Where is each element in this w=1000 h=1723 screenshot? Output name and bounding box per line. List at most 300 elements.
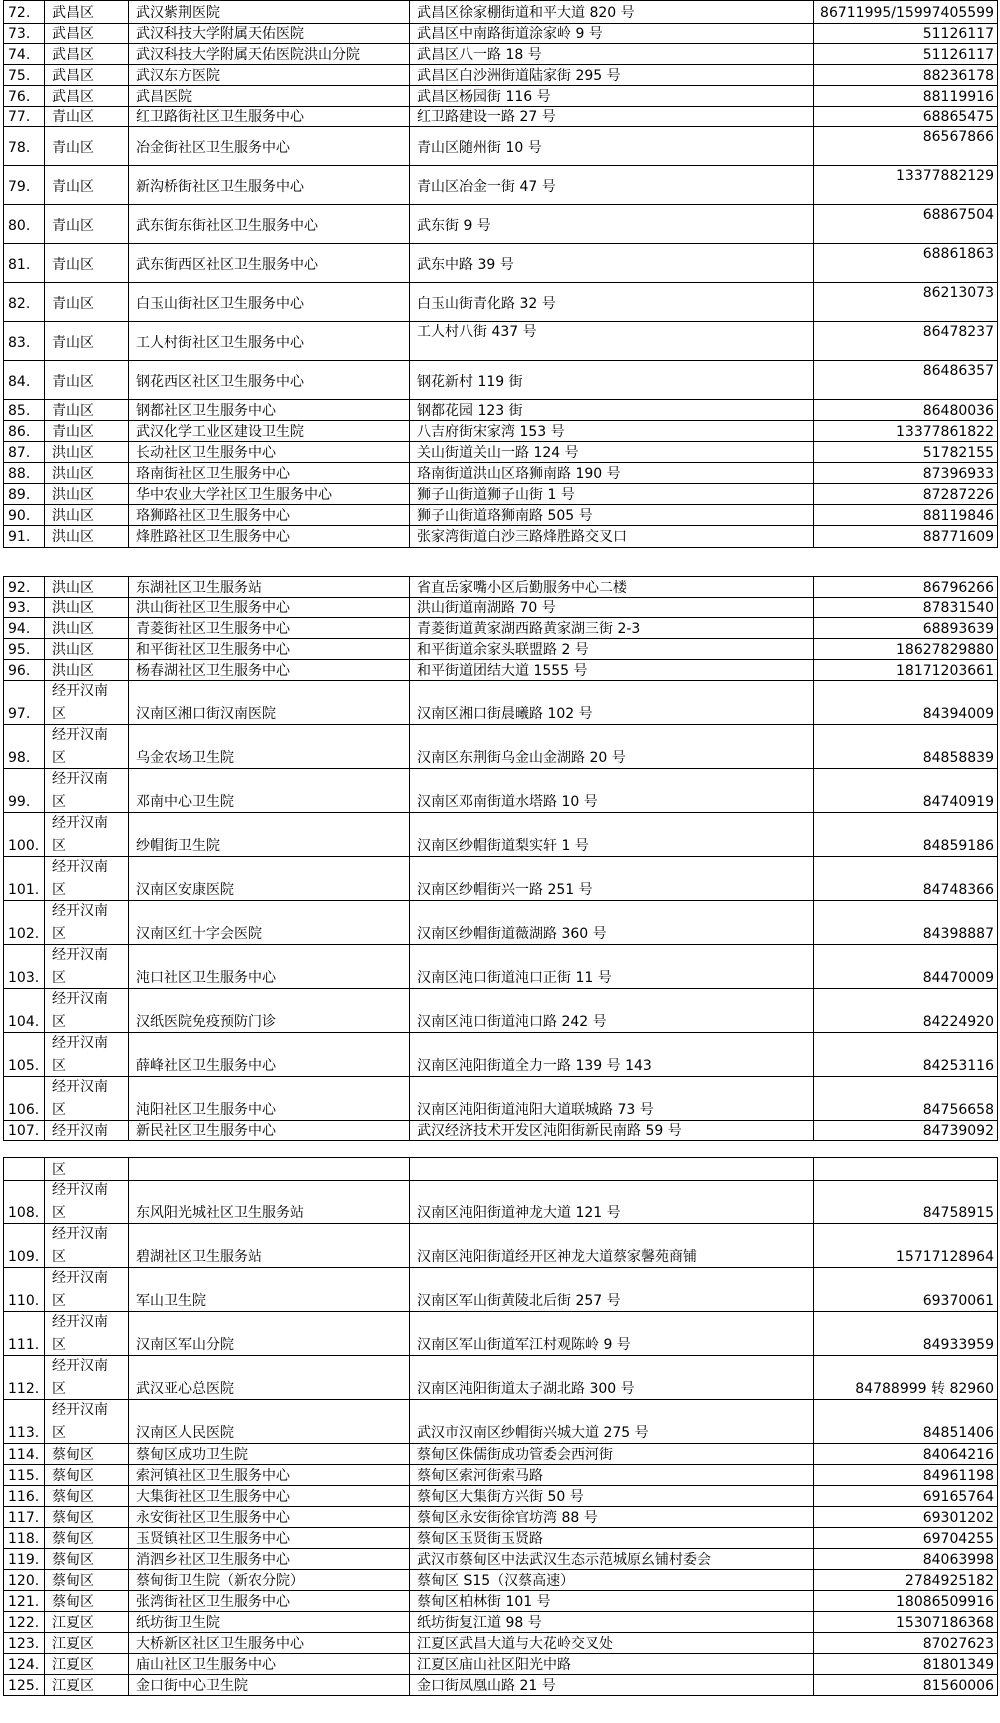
row-number-text: 112. [8,1381,40,1397]
phone-cell [814,505,998,525]
institution-name-cell [129,1465,410,1485]
address-cell [410,1121,814,1140]
district-cell-text: 洪山区 [52,445,94,461]
row-number [3,1675,45,1695]
district-cell [45,1465,129,1485]
phone-cell [814,86,998,106]
table-row [3,526,998,548]
institution-name-cell-text: 红卫路街社区卫生服务中心 [136,109,304,125]
row-number-text: 99. [8,794,31,810]
district-line-2: 区 [52,1014,66,1030]
table-row [3,505,998,526]
address-cell [410,166,814,204]
district-cell [45,1224,129,1267]
district-cell [45,1077,129,1120]
address-cell-text: 汉南区沌阳街道全力一路 139 号 143 [417,1058,652,1074]
address-cell-text: 蔡甸区大集街方兴街 50 号 [417,1489,584,1505]
table-row [3,86,998,107]
district-cell [45,283,129,321]
table-row [3,989,998,1033]
row-number-text: 81. [8,257,31,273]
institution-name-cell-text: 新沟桥街社区卫生服务中心 [136,179,304,195]
row-number-text: 122. [8,1615,40,1631]
institution-name-cell-text: 杨春湖社区卫生服务中心 [136,663,290,679]
institution-name-cell [129,1121,410,1140]
institution-name-cell-text: 邓南中心卫生院 [136,794,234,810]
row-number [3,505,45,525]
institution-name-cell-text: 武汉紫荆医院 [136,5,220,21]
phone-cell-text: 84224920 [922,1014,994,1030]
institution-name-cell [129,857,410,900]
table-row [3,1033,998,1077]
institution-name-cell-text: 沌口社区卫生服务中心 [136,970,276,986]
institution-name-cell-text: 钢都社区卫生服务中心 [136,403,276,419]
district-cell [45,945,129,988]
institution-name-cell-text: 新民社区卫生服务中心 [136,1123,276,1139]
district-line-2: 区 [52,838,66,854]
row-number-text: 74. [8,47,31,63]
row-number [3,1591,45,1611]
row-number [3,484,45,504]
institution-name-cell-text: 华中农业大学社区卫生服务中心 [136,487,332,503]
institution-name-cell [129,1077,410,1120]
row-number [3,1268,45,1311]
address-cell [410,945,814,988]
address-cell-text: 青菱街道黄家湖西路黄家湖三街 2-3 [417,621,641,637]
district-cell [45,1312,129,1355]
address-cell-text: 汉南区纱帽街道薇湖路 360 号 [417,926,607,942]
address-cell-text: 洪山街道南湖路 70 号 [417,600,556,616]
district-cell-text: 江夏区 [52,1615,94,1631]
row-number [3,769,45,812]
table-row [3,400,998,421]
phone-cell-text: 84064216 [922,1447,994,1463]
district-cell [45,1633,129,1653]
district-cell-text: 江夏区 [52,1678,94,1694]
row-number-text: 116. [8,1489,40,1505]
district-cell [45,769,129,812]
address-cell-text: 蔡甸区柏林街 101 号 [417,1594,551,1610]
address-cell [410,1356,814,1399]
row-number [3,639,45,659]
phone-cell-text: 86480036 [922,403,994,419]
district-cell-text: 武昌区 [52,47,94,63]
address-cell [410,1180,814,1223]
institution-name-cell-text: 和平街社区卫生服务中心 [136,642,290,658]
district-cell [45,597,129,617]
address-cell-text: 武东街 9 号 [417,218,491,234]
district-cell [45,65,129,85]
phone-cell [814,1570,998,1590]
phone-cell [814,1268,998,1311]
phone-cell-text: 84748366 [922,882,994,898]
phone-cell-text: 84740919 [922,794,994,810]
address-cell-text: 汉南区沌阳街道沌阳大道联城路 73 号 [417,1102,654,1118]
institution-name-cell-text: 乌金农场卫生院 [136,750,234,766]
phone-cell [814,361,998,399]
row-number-text: 76. [8,89,31,105]
district-cell-text: 青山区 [52,403,94,419]
district-cell [45,86,129,106]
institution-name-cell-text: 武汉亚心总医院 [136,1381,234,1397]
address-cell [410,283,814,321]
institution-name-cell [129,1224,410,1267]
phone-cell-text: 13377861822 [896,424,994,440]
table-row [3,1465,998,1486]
district-cell-text: 洪山区 [52,487,94,503]
institution-name-cell-text: 大桥新区社区卫生服务中心 [136,1636,304,1652]
row-number-text: 94. [8,621,31,637]
row-number [3,597,45,617]
phone-cell [814,1312,998,1355]
address-cell [410,244,814,282]
district-cell-text: 武昌区 [52,26,94,42]
table-row [3,322,998,361]
table-row [3,283,998,322]
phone-cell-text: 84961198 [922,1468,994,1484]
address-cell [410,618,814,638]
institution-name-cell-text: 武汉科技大学附属天佑医院洪山分院 [136,47,360,63]
phone-cell [814,1444,998,1464]
address-cell-text: 和平街道团结大道 1555 号 [417,663,588,679]
phone-cell [814,1675,998,1695]
district-cell-text: 蔡甸区 [52,1594,94,1610]
phone-cell-text: 13377882129 [896,168,994,184]
address-cell-text: 江夏区庙山社区阳光中路 [417,1657,571,1673]
address-cell-text: 汉南区湘口街晨曦路 102 号 [417,706,593,722]
phone-cell [814,127,998,165]
table-row [3,1180,998,1224]
institution-name-cell-text: 钢花西区社区卫生服务中心 [136,374,304,390]
phone-cell-text: 69301202 [922,1510,994,1526]
address-cell-text: 和平街道余家头联盟路 2 号 [417,642,589,658]
phone-cell-text: 81560006 [922,1678,994,1694]
phone-cell [814,857,998,900]
address-cell-text: 蔡甸区玉贤街玉贤路 [417,1531,543,1547]
row-number-text: 115. [8,1468,40,1484]
address-cell-text: 珞南街道洪山区珞狮南路 190 号 [417,466,621,482]
institution-name-cell-text: 武昌医院 [136,89,192,105]
address-cell [410,597,814,617]
institution-name-cell [129,44,410,64]
district-cell [45,205,129,243]
district-cell-text: 青山区 [52,140,94,156]
district-cell [45,1033,129,1076]
institution-name-cell [129,65,410,85]
phone-cell-text: 84394009 [922,706,994,722]
institution-name-cell [129,1444,410,1464]
institution-name-cell [129,421,410,441]
address-cell [410,421,814,441]
row-number [3,1077,45,1120]
district-cell [45,639,129,659]
institution-name-cell [129,1528,410,1548]
phone-cell [814,1486,998,1506]
address-cell [410,1,814,23]
district-line-2: 区 [52,1337,66,1353]
row-number [3,1444,45,1464]
address-cell [410,769,814,812]
row-number-text: 82. [8,296,31,312]
district-cell-text: 青山区 [52,109,94,125]
phone-cell-text: 84933959 [922,1337,994,1353]
address-cell-text: 狮子山街道狮子山街 1 号 [417,487,575,503]
district-line-1: 经开汉南 [52,683,108,699]
phone-cell-text: 51126117 [922,26,994,42]
table-row [3,660,998,681]
phone-cell [814,283,998,321]
table-row [3,618,998,639]
phone-cell-text: 87396933 [922,466,994,482]
address-cell [410,660,814,680]
phone-cell-text: 51782155 [922,445,994,461]
row-number-text: 114. [8,1447,40,1463]
address-cell-text: 汉南区纱帽街兴一路 251 号 [417,882,593,898]
institution-name-cell [129,1591,410,1611]
address-cell [410,577,814,597]
table-row [3,1591,998,1612]
phone-cell-text: 15717128964 [896,1249,994,1265]
row-number-text: 110. [8,1293,40,1309]
address-cell [410,400,814,420]
district-cell [45,1180,129,1223]
institution-name-cell-text: 汉南区红十字会医院 [136,926,262,942]
row-number-text: 90. [8,508,31,524]
table-row [3,1675,998,1696]
address-cell [410,1312,814,1355]
phone-cell [814,1158,998,1180]
row-number-text: 107. [8,1123,40,1139]
institution-name-cell [129,283,410,321]
district-cell [45,618,129,638]
address-cell-text: 张家湾街道白沙三路烽胜路交叉口 [417,529,627,545]
row-number-text: 80. [8,218,31,234]
row-number [3,1465,45,1485]
row-number-text: 108. [8,1205,40,1221]
phone-cell-text: 88119916 [922,89,994,105]
row-number [3,1121,45,1140]
phone-cell [814,322,998,360]
row-number-text: 105. [8,1058,40,1074]
phone-cell [814,484,998,504]
district-cell [45,484,129,504]
district-line-1: 经开汉南 [52,1079,108,1095]
row-number [3,361,45,399]
phone-cell [814,577,998,597]
address-cell [410,725,814,768]
district-line-2: 区 [52,1381,66,1397]
address-cell-text: 汉南区沌阳街道太子湖北路 300 号 [417,1381,635,1397]
address-cell [410,901,814,944]
phone-cell-text: 86711995/15997405599 [820,5,994,21]
row-number [3,901,45,944]
institution-name-cell-text: 白玉山街社区卫生服务中心 [136,296,304,312]
phone-cell [814,1400,998,1443]
address-cell-text: 汉南区军山街道军江村观陈岭 9 号 [417,1337,631,1353]
table-row [3,1612,998,1633]
institution-name-cell-text: 玉贤镇社区卫生服务中心 [136,1531,290,1547]
address-cell-text: 金口街凤凰山路 21 号 [417,1678,556,1694]
row-number-text: 120. [8,1573,40,1589]
row-number [3,725,45,768]
table-row [3,1356,998,1400]
institution-name-cell-text: 武汉东方医院 [136,68,220,84]
district-line-1: 经开汉南 [52,1182,108,1198]
row-number-text: 86. [8,424,31,440]
institution-name-cell-text: 汉南区军山分院 [136,1337,234,1353]
table-row [3,597,998,618]
phone-cell-text: 84756658 [922,1102,994,1118]
row-number-text: 98. [8,750,31,766]
district-line-2: 区 [52,794,66,810]
row-number-text: 91. [8,529,31,545]
row-number [3,44,45,64]
institution-name-cell-text: 武东街西区社区卫生服务中心 [136,257,318,273]
row-number [3,1486,45,1506]
district-cell-text: 青山区 [52,218,94,234]
phone-cell-text: 68865475 [922,109,994,125]
institution-name-cell [129,1312,410,1355]
table-row [3,166,998,205]
phone-cell-text: 84398887 [922,926,994,942]
address-cell [410,1549,814,1569]
district-cell-text: 经开汉南 [52,1123,108,1139]
district-line-1: 经开汉南 [52,1402,108,1418]
row-number [3,1549,45,1569]
address-cell-text: 狮子山街道珞狮南路 505 号 [417,508,593,524]
table-row [3,1528,998,1549]
institution-name-cell-text: 汉南区安康医院 [136,882,234,898]
phone-cell-text: 87287226 [922,487,994,503]
address-cell [410,1570,814,1590]
district-line-1: 经开汉南 [52,947,108,963]
table-row [3,463,998,484]
institution-name-cell-text: 消泗乡社区卫生服务中心 [136,1552,290,1568]
district-cell-text: 青山区 [52,257,94,273]
phone-cell-text: 69370061 [922,1293,994,1309]
institution-name-cell [129,127,410,165]
address-cell [410,1507,814,1527]
district-cell-text: 洪山区 [52,600,94,616]
district-cell-text: 蔡甸区 [52,1552,94,1568]
row-number [3,577,45,597]
phone-cell-text: 88119846 [922,508,994,524]
table-row [3,857,998,901]
row-number-text: 85. [8,403,31,419]
address-cell-text: 白玉山街青化路 32 号 [417,296,556,312]
phone-cell [814,1356,998,1399]
phone-cell-text: 68893639 [922,621,994,637]
institution-name-cell [129,442,410,462]
table-row [3,1312,998,1356]
district-cell-text: 蔡甸区 [52,1447,94,1463]
address-cell-text: 青山区随州街 10 号 [417,140,542,156]
institution-name-cell-text: 蔡甸街卫生院（新农分院） [136,1573,304,1589]
phone-cell [814,65,998,85]
row-number [3,322,45,360]
address-cell-text: 红卫路建设一路 27 号 [417,109,556,125]
row-number-text: 78. [8,140,31,156]
row-number-text: 92. [8,580,31,596]
table-row [3,1400,998,1444]
institution-name-cell [129,1158,410,1180]
phone-cell [814,1528,998,1548]
row-number [3,1312,45,1355]
address-cell [410,1591,814,1611]
district-cell [45,1654,129,1674]
institution-name-cell [129,86,410,106]
district-cell [45,681,129,724]
address-cell [410,127,814,165]
address-cell [410,1444,814,1464]
row-number [3,86,45,106]
table-row [3,1486,998,1507]
table-row [3,1077,998,1121]
phone-cell-text: 84739092 [922,1123,994,1139]
district-cell [45,244,129,282]
row-number [3,1507,45,1527]
row-number [3,1158,45,1180]
phone-cell [814,1077,998,1120]
address-cell-text: 工人村八街 437 号 [417,324,537,340]
district-line-1: 经开汉南 [52,1226,108,1242]
row-number [3,1570,45,1590]
district-cell-text: 洪山区 [52,642,94,658]
phone-cell-text: 86567866 [922,129,994,145]
institution-name-cell [129,1033,410,1076]
address-cell [410,1158,814,1180]
table-row [3,205,998,244]
row-number [3,1528,45,1548]
district-cell-text: 区 [52,1162,66,1178]
district-cell-text: 蔡甸区 [52,1468,94,1484]
phone-cell-text: 84858839 [922,750,994,766]
row-number [3,205,45,243]
district-cell [45,1400,129,1443]
address-cell-text: 钢都花园 123 街 [417,403,523,419]
table-row [3,1633,998,1654]
institution-name-cell [129,484,410,504]
row-number-text: 113. [8,1425,40,1441]
phone-cell [814,1180,998,1223]
institution-name-cell [129,526,410,547]
table-row [3,421,998,442]
address-cell-text: 武昌区中南路街道涂家岭 9 号 [417,26,603,42]
address-cell [410,1268,814,1311]
district-line-1: 经开汉南 [52,903,108,919]
institution-name-cell-text: 薛峰社区卫生服务中心 [136,1058,276,1074]
district-cell-text: 洪山区 [52,621,94,637]
institution-name-cell [129,1,410,23]
district-cell [45,1570,129,1590]
district-cell [45,107,129,126]
institution-name-cell-text: 张湾街社区卫生服务中心 [136,1594,290,1610]
row-number-text: 101. [8,882,40,898]
phone-cell-text: 84859186 [922,838,994,854]
institution-name-cell [129,639,410,659]
address-cell [410,205,814,243]
row-number-text: 77. [8,109,31,125]
table-row [3,901,998,945]
institution-name-cell [129,1180,410,1223]
address-cell-text: 汉南区沌阳街道经开区神龙大道蔡家馨苑商铺 [417,1249,697,1265]
phone-cell [814,989,998,1032]
row-number [3,1654,45,1674]
institution-name-cell-text: 金口街中心卫生院 [136,1678,248,1694]
address-cell [410,442,814,462]
institution-name-cell-text: 军山卫生院 [136,1293,206,1309]
district-cell-text: 青山区 [52,179,94,195]
